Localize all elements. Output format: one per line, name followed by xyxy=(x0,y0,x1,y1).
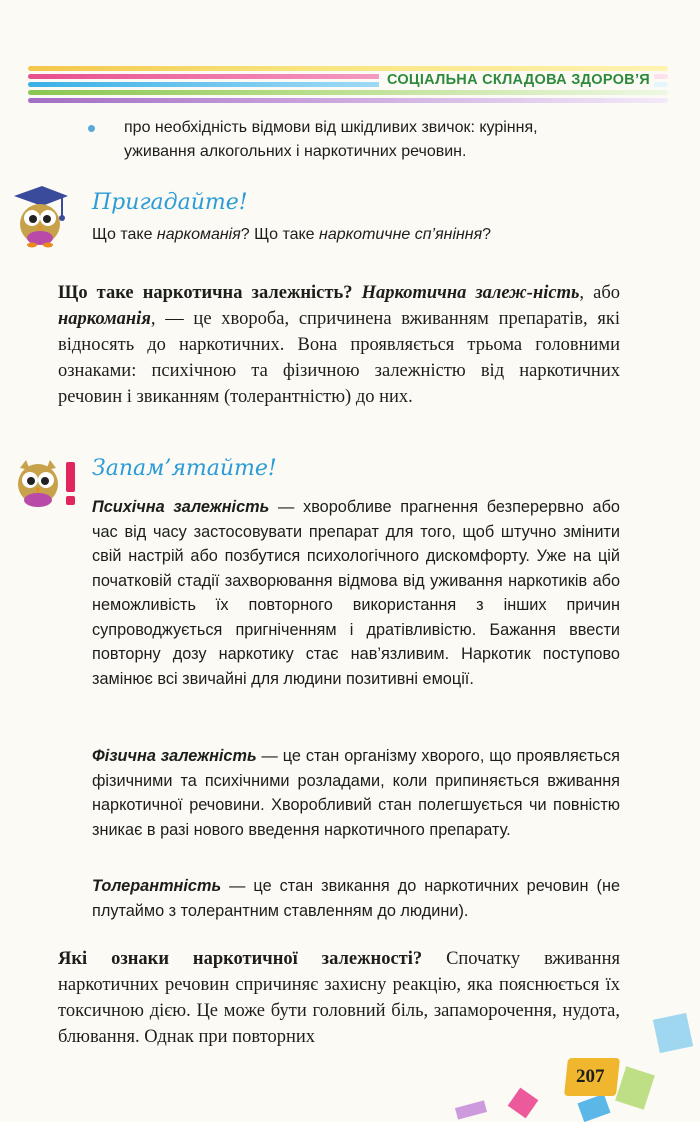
definition-physical-dependence: Фізична залежність — це стан організму хворого, що проявляється фізичними та психічними розладами, коли припиняється вживання наркотичної речовини. Хворобливий стан полегшується чи повністю зникає в разі нового введення наркотичного препарату. xyxy=(92,747,620,839)
confetti-decoration xyxy=(653,1013,693,1053)
confetti-decoration xyxy=(615,1066,655,1110)
definition-psychic-dependence: Психічна залежність — хворобливе прагнення безперервно або час від часу застосовувати препарат для того, щоб штучно змінити свій настрій або позбутися психологічного дискомфорту. Уже на цій початковій стадії захворювання відмова від уживання наркотиків або неможливість їх повторного використання з інших причин супроводжується пригніченням і дратівливістю. Бажання ввести повторну дозу наркотику стає нав’язливим. Наркотик поступово замінює всі звичайні для людини позитивні емоції. xyxy=(92,498,620,688)
recall-question: Що таке наркоманія? Що таке наркотичне сп’яніння? xyxy=(92,226,492,243)
definition-tolerance: Толерантність — це стан звикання до наркотичних речовин (не плутаймо з толерантним ставленням до людини). xyxy=(92,877,620,920)
confetti-decoration xyxy=(577,1094,610,1122)
bullet-item xyxy=(92,116,632,164)
confetti-decoration xyxy=(508,1088,539,1119)
remember-title: Запам’ятайте! xyxy=(92,456,277,481)
bullet-line-2: уживання алкогольних і наркотичних речовин. xyxy=(124,143,467,160)
confetti-decoration xyxy=(455,1100,487,1119)
bullet-dot-icon xyxy=(88,125,95,132)
paragraph-drug-dependence: Що таке наркотична залежність? Наркотична залеж-ність, або наркоманія, — це хвороба, спричинена вживанням препаратів, які відносять до наркотичних. Вона проявляється трьома головними ознаками: психічною та фізичною залежністю від наркотичних речовин і звиканням (толерантністю) до них. xyxy=(58,283,621,407)
bullet-line-1: про необхідність відмови від шкідливих звичок: куріння, xyxy=(124,119,538,136)
page-number: 207 xyxy=(576,1066,605,1087)
recall-title: Пригадайте! xyxy=(92,190,248,215)
chapter-header: СОЦІАЛЬНА СКЛАДОВА ЗДОРОВ’Я xyxy=(379,72,654,88)
paragraph-signs-of-dependence: Які ознаки наркотичної залежності? Спочатку вживання наркотичних речовин спричиняє захисну реакцію, яка пояснюється їх токсичною дією. Це може бути головний біль, запаморочення, нудота, блювання. Однак при повторних xyxy=(58,949,620,1047)
owl-graduate-icon xyxy=(10,182,72,248)
owl-exclamation-icon xyxy=(10,456,82,508)
